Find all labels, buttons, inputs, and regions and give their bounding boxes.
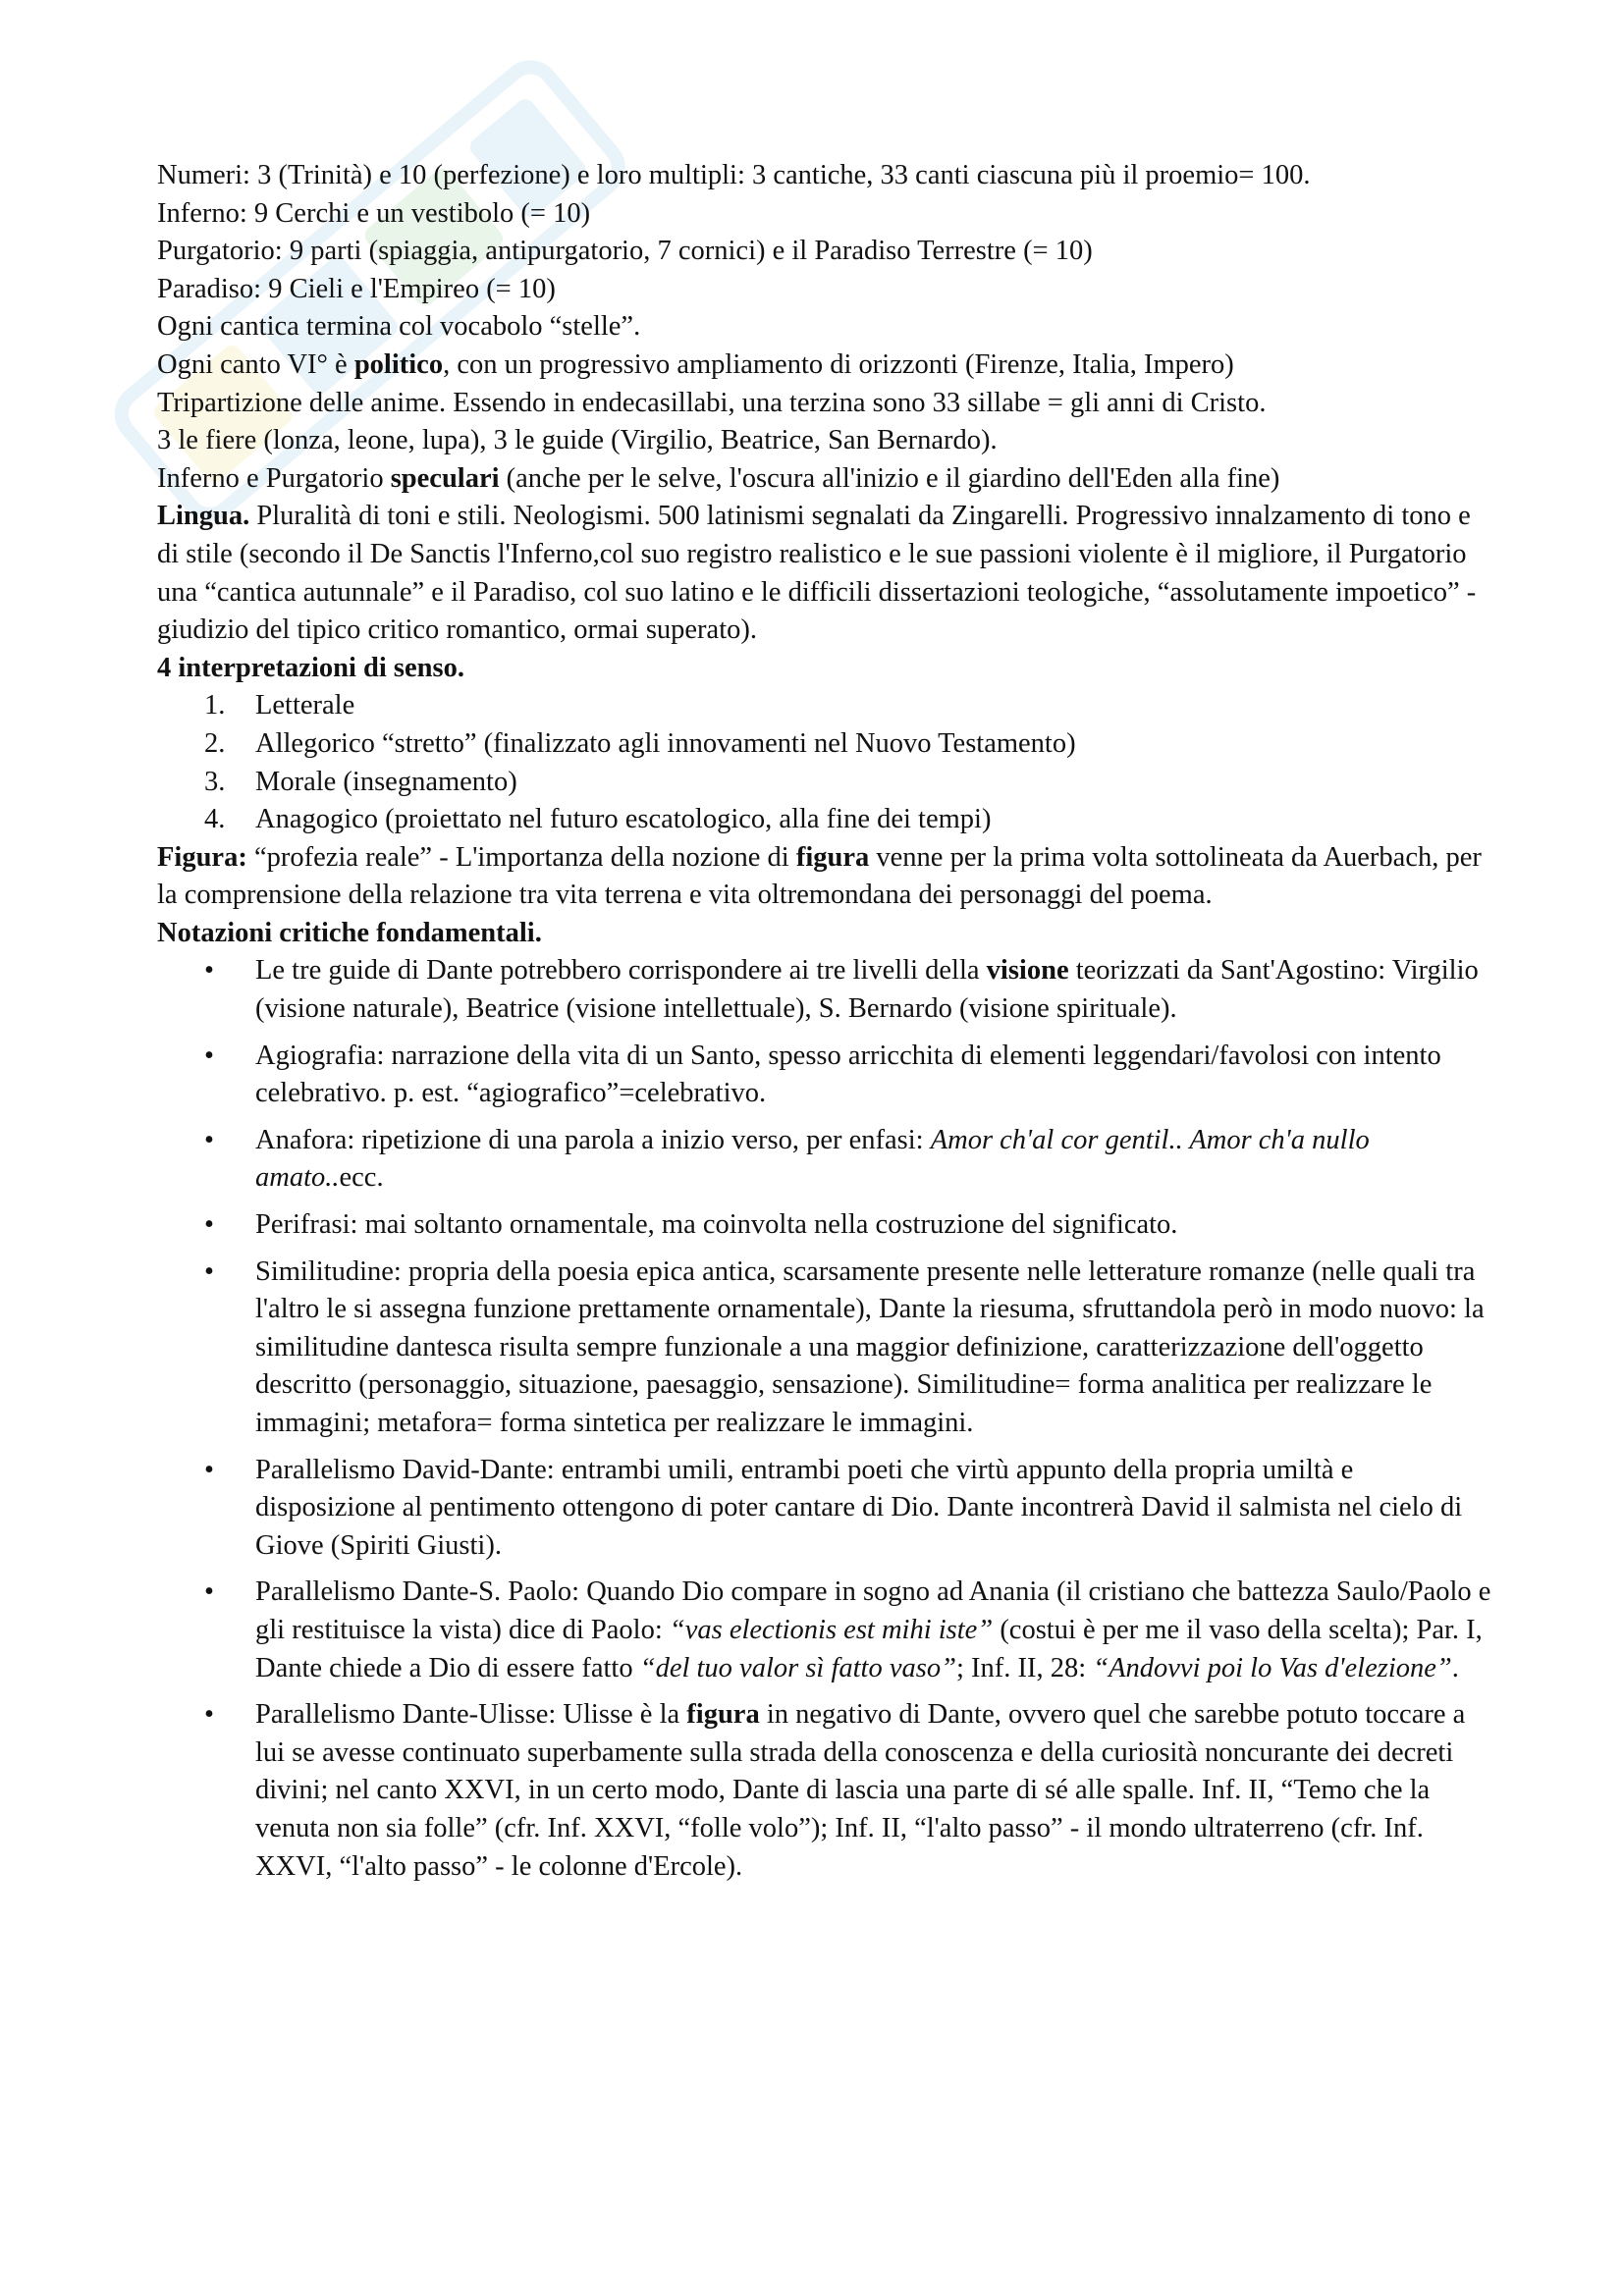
paolo-text-2: (costui è per me il vaso della scelta); Par. I, Dante chiede a Dio di essere fatto: [255, 1614, 1483, 1683]
list-number: 1.: [204, 690, 226, 721]
notazioni-heading: [157, 915, 1492, 953]
figura-text-end: venne per la prima volta sottolineata da Auerbach, per la comprensione della relazione tra vita terrena e vita oltremondana dei personaggi del poema.: [157, 841, 1482, 911]
paolo-text: Parallelismo Dante-S. Paolo: Quando Dio compare in sogno ad Anania (il cristiano che battezza Saulo/Paolo e gli restituisce la vista) dice di Paolo:: [255, 1576, 1491, 1645]
lingua-paragraph: [157, 498, 1492, 649]
perifrasi-text: Perifrasi: mai soltanto ornamentale, ma coinvolta nella costruzione del significato.: [255, 1209, 1178, 1241]
similitudine-text: Similitudine: propria della poesia epica antica, scarsamente presente nelle letterature romanze (nelle quali tra l'altro le si assegna funzione prettamente ornamentale), Dante la riesuma, sfruttandola però in modo nuovo: la similitudine dantesca risulta sempre funzionale a una maggior definizione, caratterizzazione dell'oggetto descritto (personaggio, situazione, paesaggio, sensazione). Similitudine= forma analitica per realizzare le immagini; metafora= forma sintetica per realizzare le immagini.: [255, 1255, 1485, 1438]
numeri-line: Numeri: 3 (Trinità) e 10 (perfezione) e loro multipli: 3 cantiche, 33 canti ciascuna più il proemio= 100.: [157, 160, 1311, 190]
bullet-icon: •: [204, 1124, 214, 1155]
list-item: [157, 764, 1492, 802]
list-item: [157, 801, 1492, 839]
figura-paragraph: [157, 839, 1492, 915]
bullet-icon: •: [204, 1040, 214, 1071]
list-number: 3.: [204, 766, 226, 797]
list-text: Letterale: [255, 690, 355, 721]
agiografia-text: Agiografia: narrazione della vita di un Santo, spesso arricchita di elementi leggendari/favolosi con intento celebrativo. p. est. “agiografico”=celebrativo.: [255, 1040, 1441, 1109]
list-number: 4.: [204, 804, 226, 835]
speculari-bold: speculari: [390, 462, 500, 494]
figura-heading: Figura:: [157, 841, 247, 873]
anafora-text: Anafora: ripetizione di una parola a inizio verso, per enfasi:: [255, 1124, 931, 1155]
anafora-text-end: ecc.: [339, 1162, 384, 1194]
guide-bold: visione: [986, 955, 1069, 987]
guide-text-end: teorizzati da Sant'Agostino: Virgilio (visione naturale), Beatrice (visione intellettuale), S. Bernardo (visione spirituale).: [255, 955, 1479, 1025]
list-item: [157, 687, 1492, 725]
paolo-text-3: ; Inf. II, 28:: [955, 1652, 1094, 1683]
bullet-icon: •: [204, 1699, 214, 1731]
notazioni-list: [157, 952, 1492, 1886]
lingua-text: Pluralità di toni e stili. Neologismi. 500 latinismi segnalati da Zingarelli. Progressivo innalzamento di tono e di stile (secondo il De Sanctis l'Inferno,col suo registro realistico e le sue passioni violente è il migliore, il Purgatorio una “cantica autunnale” e il Paradiso, col suo latino e le difficili dissertazioni teologiche, “assolutamente impoetico” - giudizio del tipico critico romantico, ormai superato).: [157, 501, 1477, 646]
bullet-item-ulisse: [157, 1696, 1492, 1886]
paolo-italic-2: “del tuo valor sì fatto vaso”: [639, 1652, 956, 1683]
bullet-item-perifrasi: [157, 1206, 1492, 1245]
list-item: [157, 725, 1492, 764]
bullet-item-anafora: [157, 1122, 1492, 1198]
ulisse-text-end: in negativo di Dante, ovvero quel che sarebbe potuto toccare a lui se avesse continuato superbamente sulla strada della conoscenza e della curiosità noncurante dei decreti divini; nel canto XXVI, in un certo modo, Dante di lascia una parte di sé alle spalle. Inf. II, “Temo che la venuta non sia folle” (cfr. Inf. XXVI, “folle volo”); Inf. II, “l'alto passo” - il mondo ultraterreno (cfr. Inf. XXVI, “l'alto passo” - le colonne d'Ercole).: [255, 1699, 1466, 1882]
paolo-text-end: .: [1451, 1652, 1459, 1683]
bullet-item-guide: [157, 952, 1492, 1028]
speculari-pre: Inferno e Purgatorio: [157, 462, 391, 494]
inferno-line: Inferno: 9 Cerchi e un vestibolo (= 10): [157, 197, 591, 229]
interpretazioni-heading-text: 4 interpretazioni di senso.: [157, 652, 464, 683]
speculari-post: (anche per le selve, l'oscura all'inizio e il giardino dell'Eden alla fine): [499, 462, 1280, 494]
canto-vi-pre: Ogni canto VI° è: [157, 348, 354, 380]
guide-text: Le tre guide di Dante potrebbero corrispondere ai tre livelli della: [255, 955, 987, 987]
canto-vi-post: , con un progressivo ampliamento di orizzonti (Firenze, Italia, Impero): [443, 348, 1234, 380]
canto-vi-bold: politico: [353, 348, 444, 380]
bullet-item-similitudine: [157, 1254, 1492, 1443]
purgatorio-line: Purgatorio: 9 parti (spiaggia, antipurgatorio, 7 cornici) e il Paradiso Terrestre (= 10): [157, 236, 1093, 267]
figura-text: “profezia reale” - L'importanza della nozione di: [246, 841, 796, 873]
fiere-line: 3 le fiere (lonza, leone, lupa), 3 le guide (Virgilio, Beatrice, San Bernardo).: [157, 425, 998, 456]
document-body: [157, 157, 1492, 1895]
list-text: Anagogico (proiettato nel futuro escatologico, alla fine dei tempi): [255, 804, 992, 835]
bullet-icon: •: [204, 1209, 214, 1241]
bullet-icon: •: [204, 1454, 214, 1485]
list-number: 2.: [204, 727, 226, 759]
interpretazioni-heading: [157, 650, 1492, 688]
stelle-line: Ogni cantica termina col vocabolo “stelle”.: [157, 311, 641, 343]
bullet-icon: •: [204, 1255, 214, 1287]
paradiso-line: Paradiso: 9 Cieli e l'Empireo (= 10): [157, 273, 556, 304]
paolo-italic-1: “vas electionis est mihi iste”: [669, 1614, 994, 1645]
figura-bold: figura: [795, 841, 870, 873]
lingua-heading: Lingua.: [157, 501, 250, 532]
list-text: Morale (insegnamento): [255, 766, 517, 797]
bullet-item-paolo: [157, 1574, 1492, 1687]
ulisse-text: Parallelismo Dante-Ulisse: Ulisse è la: [255, 1699, 687, 1731]
bullet-icon: •: [204, 955, 214, 987]
bullet-icon: •: [204, 1576, 214, 1608]
tripartizione-line: Tripartizione delle anime. Essendo in endecasillabi, una terzina sono 33 sillabe = gli anni di Cristo.: [157, 387, 1267, 418]
paolo-italic-3: “Andovvi poi lo Vas d'elezione”: [1093, 1652, 1452, 1683]
canto-vi-line: [157, 347, 1492, 385]
bullet-item-david: [157, 1452, 1492, 1566]
speculari-line: [157, 460, 1492, 499]
notazioni-heading-text: Notazioni critiche fondamentali.: [157, 917, 542, 948]
list-text: Allegorico “stretto” (finalizzato agli innovamenti nel Nuovo Testamento): [255, 727, 1076, 759]
david-text: Parallelismo David-Dante: entrambi umili, entrambi poeti che virtù appunto della propria umiltà e disposizione al pentimento ottengono di poter cantare di Dio. Dante incontrerà David il salmista nel cielo di Giove (Spiriti Giusti).: [255, 1454, 1463, 1561]
interpretazioni-list: [157, 687, 1492, 838]
bullet-item-agiografia: [157, 1038, 1492, 1113]
anafora-italic: Amor ch'al cor gentil.. Amor ch'a nullo amato..: [255, 1124, 1370, 1194]
ulisse-bold: figura: [686, 1699, 760, 1731]
